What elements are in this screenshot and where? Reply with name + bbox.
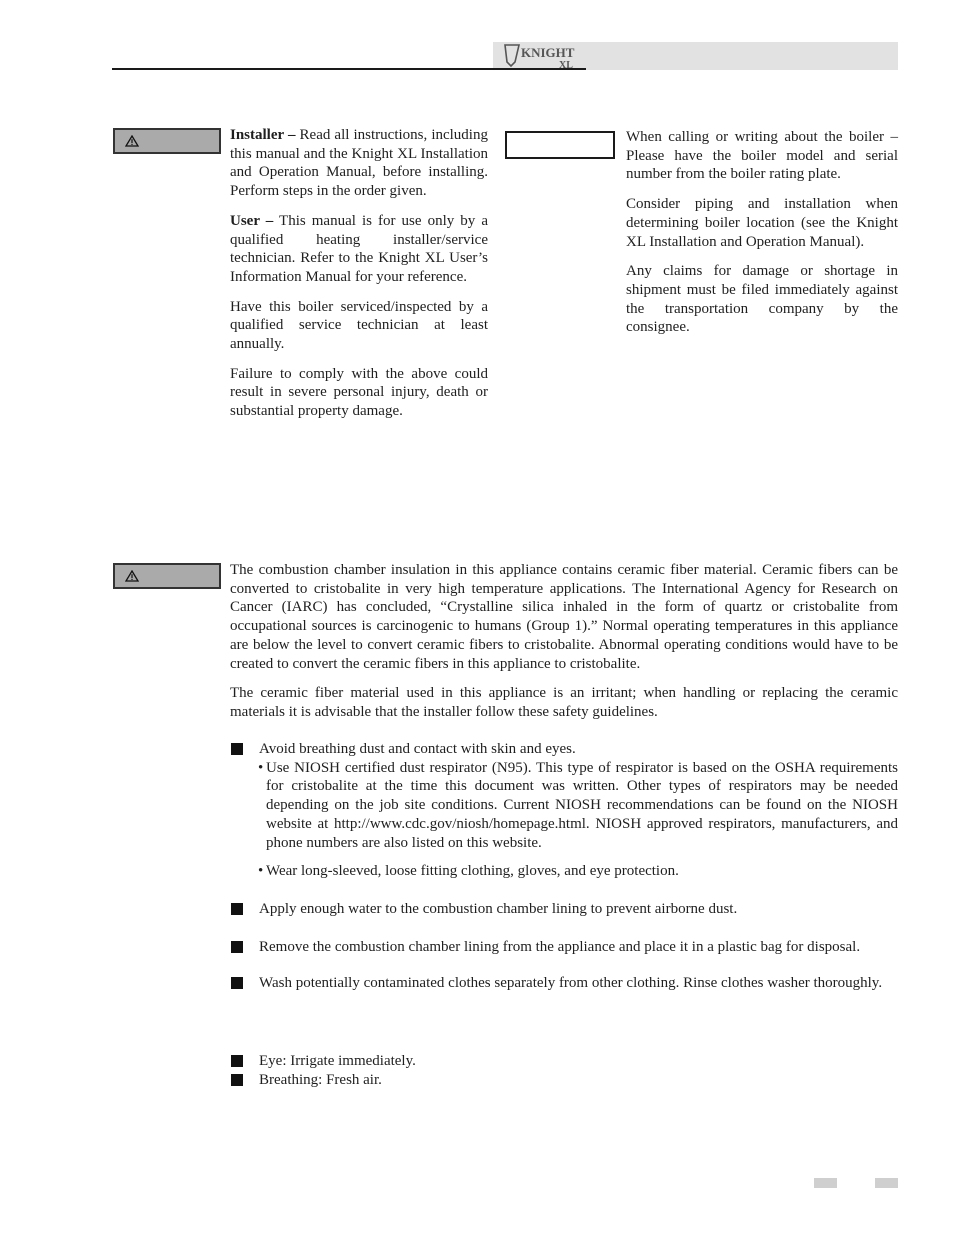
square-bullet-icon xyxy=(231,977,243,989)
list-item: Avoid breathing dust and contact with skin and eyes. xyxy=(230,740,898,759)
footer-page-box-left xyxy=(814,1178,837,1188)
square-bullet-icon xyxy=(231,1074,243,1086)
list-item: Breathing: Fresh air. xyxy=(230,1071,898,1090)
logo-text: KNIGHT xyxy=(521,45,575,60)
list-item: Wash potentially contaminated clothes separately from other clothing. Rinse clothes washer thoroughly. xyxy=(230,974,898,993)
bullet-dot-icon: • xyxy=(258,863,264,880)
ceramic-fiber-warning-text xyxy=(230,561,898,733)
footer-page-box-right xyxy=(875,1178,898,1188)
notice-text xyxy=(626,128,898,348)
list-item: Apply enough water to the combustion chamber lining to prevent airborne dust. xyxy=(230,900,898,919)
first-aid-list xyxy=(230,1052,898,1089)
notice-paragraph: Any claims for damage or shortage in shipment must be filed immediately against the transportation company by the consignee. xyxy=(626,263,898,336)
service-paragraph: Have this boiler serviced/inspected by a qualified service technician at least annually. xyxy=(230,298,488,353)
notice-paragraph: When calling or writing about the boiler – Please have the boiler model and serial number from the boiler rating plate. xyxy=(626,129,898,183)
ceramic-fiber-paragraph: The combustion chamber insulation in this appliance contains ceramic fiber material. Ceramic fibers can be converted to cristobalite in very high temperature applications. The International Agency for Research on Cancer (IARC) has concluded, “Crystalline silica inhaled in the form of quartz or cristobalite from occupational sources is carcinogenic to humans (Group 1).” Normal operating temperatures in this appliance are below the level to convert ceramic fibers to cristobalite. Abnormal operating conditions would have to be created to convert the ceramic fibers in this appliance to cristobalite. xyxy=(230,562,898,672)
notice-paragraph: Consider piping and installation when determining boiler location (see the Knight XL Installation and Operation Manual). xyxy=(626,196,898,250)
warning-triangle-icon xyxy=(125,135,139,147)
square-bullet-icon xyxy=(231,903,243,915)
list-item: Remove the combustion chamber lining from the appliance and place it in a plastic bag for disposal. xyxy=(230,938,898,957)
installer-paragraph: Installer – Read all instructions, including this manual and the Knight XL Installation and Operation Manual, before installing. Perform steps in the order given. xyxy=(230,127,488,200)
sub-list-item: • Use NIOSH certified dust respirator (N95). This type of respirator is based on the OSHA requirements for cristobalite at the time this document was written. Other types of respirators may be needed depending on the job site conditions. Current NIOSH recommendations can be found on the NIOSH website at http://www.cdc.gov/niosh/homepage.html. NIOSH approved respirators, manufacturers, and phone numbers are also listed on this website. xyxy=(258,759,898,851)
sub-list-item: • Wear long-sleeved, loose fitting clothing, gloves, and eye protection. xyxy=(258,863,679,880)
bullet-dot-icon: • xyxy=(258,759,264,776)
warning-badge xyxy=(113,128,221,154)
list-item: Eye: Irrigate immediately. xyxy=(230,1052,898,1071)
failure-paragraph: Failure to comply with the above could result in severe personal injury, death or substantial property damage. xyxy=(230,365,488,420)
warning-triangle-icon xyxy=(125,570,139,582)
knight-xl-logo xyxy=(503,42,585,70)
user-paragraph: User – This manual is for use only by a qualified heating installer/service technician. Refer to the Knight XL User’s Information Manual for your reference. xyxy=(230,212,488,285)
square-bullet-icon xyxy=(231,743,243,755)
warning-badge xyxy=(113,563,221,589)
installer-warning-text xyxy=(230,126,488,432)
logo-sub: XL xyxy=(559,60,573,70)
irritant-paragraph: The ceramic fiber material used in this appliance is an irritant; when handling or replacing the ceramic materials it is advisable that the installer follow these safety guidelines. xyxy=(230,685,898,720)
square-bullet-icon xyxy=(231,1055,243,1067)
notice-badge xyxy=(505,131,615,159)
square-bullet-icon xyxy=(231,941,243,953)
safety-guidelines-list xyxy=(230,740,898,993)
